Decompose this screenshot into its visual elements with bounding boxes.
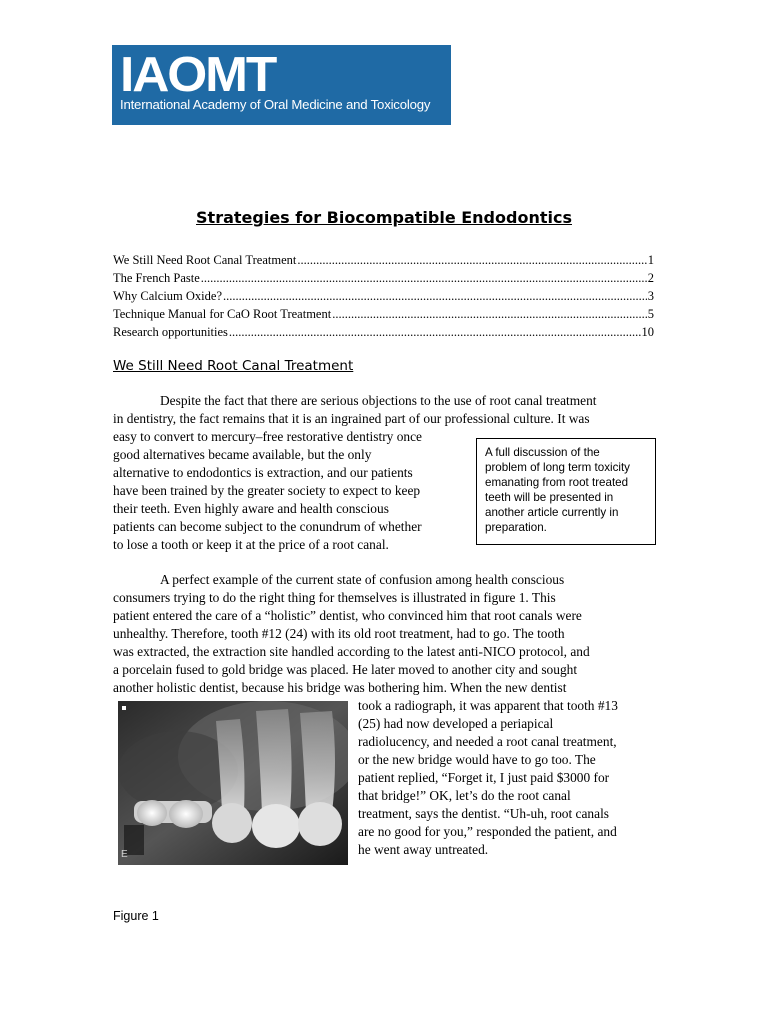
radiograph-marker: E bbox=[121, 849, 128, 860]
text-line: Despite the fact that there are serious objections to the use of root canal treatment bbox=[160, 393, 597, 408]
document-title: Strategies for Biocompatible Endodontics bbox=[196, 208, 572, 227]
toc-leader bbox=[223, 287, 647, 305]
callout-line: problem of long term toxicity bbox=[485, 461, 630, 474]
text-line: patient entered the care of a “holistic” dentist, who convinced him that root canals were bbox=[113, 608, 582, 623]
text-line: (25) had now developed a periapical bbox=[358, 716, 554, 731]
callout-line: emanating from root treated bbox=[485, 476, 629, 489]
callout-line: teeth will be presented in bbox=[485, 491, 614, 504]
text-line: A perfect example of the current state of confusion among health conscious bbox=[160, 572, 565, 587]
text-line: he went away untreated. bbox=[358, 842, 489, 857]
iaomt-logo bbox=[112, 45, 451, 125]
text-line: took a radiograph, it was apparent that tooth #13 bbox=[358, 698, 618, 713]
logo-subtitle: International Academy of Oral Medicine and Toxicology bbox=[120, 97, 431, 112]
section-heading: We Still Need Root Canal Treatment bbox=[113, 358, 354, 374]
toc-page-number: 10 bbox=[641, 325, 654, 339]
toc-leader bbox=[229, 323, 641, 341]
dental-radiograph-image bbox=[118, 701, 348, 865]
figure-caption: Figure 1 bbox=[113, 909, 159, 923]
toc-entry[interactable] bbox=[113, 305, 654, 323]
toc-leader bbox=[201, 269, 647, 287]
toc-entry[interactable] bbox=[113, 287, 654, 305]
toc-entry-text: The French Paste bbox=[113, 271, 200, 285]
text-line: to lose a tooth or keep it at the price of a root canal. bbox=[113, 537, 389, 552]
text-line: unhealthy. Therefore, tooth #12 (24) with its old root treatment, had to go. The tooth bbox=[113, 626, 565, 641]
logo-mark: IAOMT bbox=[120, 48, 276, 102]
text-line: alternative to endodontics is extraction, and our patients bbox=[113, 465, 413, 480]
callout-line: preparation. bbox=[485, 521, 547, 534]
toc-leader bbox=[332, 305, 647, 323]
text-line: another holistic dentist, because his bridge was bothering him. When the new dentist bbox=[113, 680, 567, 695]
toc-entry[interactable] bbox=[113, 251, 654, 269]
toc-entry-text: We Still Need Root Canal Treatment bbox=[113, 253, 297, 267]
text-line: patient replied, “Forget it, I just paid $3000 for bbox=[358, 770, 610, 785]
toc-entry[interactable] bbox=[113, 269, 654, 287]
text-line: radiolucency, and needed a root canal treatment, bbox=[358, 734, 617, 749]
text-line: good alternatives became available, but the only bbox=[113, 447, 372, 462]
text-line: their teeth. Even highly aware and health conscious bbox=[113, 501, 389, 516]
toc-entry-text: Technique Manual for CaO Root Treatment bbox=[113, 307, 332, 321]
radiograph-graphic bbox=[118, 701, 348, 865]
text-line: treatment, says the dentist. “Uh-uh, root canals bbox=[358, 806, 610, 821]
toc-entry[interactable] bbox=[113, 323, 654, 341]
text-line: easy to convert to mercury–free restorative dentistry once bbox=[113, 429, 422, 444]
callout-line: another article currently in bbox=[485, 506, 619, 519]
text-line: consumers trying to do the right thing for themselves is illustrated in figure 1. This bbox=[113, 590, 556, 605]
table-of-contents bbox=[113, 251, 654, 341]
text-line: are no good for you,” responded the patient, and bbox=[358, 824, 617, 839]
toc-entry-text: Research opportunities bbox=[113, 325, 228, 339]
text-line: was extracted, the extraction site handled according to the latest anti-NICO protocol, and bbox=[113, 644, 590, 659]
toc-page-number: 3 bbox=[647, 289, 654, 303]
callout-box bbox=[476, 438, 656, 545]
text-line: that bridge!” OK, let’s do the root canal bbox=[358, 788, 571, 803]
toc-page-number: 1 bbox=[647, 253, 654, 267]
toc-page-number: 2 bbox=[647, 271, 654, 285]
text-line: in dentistry, the fact remains that it is an ingrained part of our professional culture. It was bbox=[113, 411, 590, 426]
toc-leader bbox=[297, 251, 646, 269]
callout-line: A full discussion of the bbox=[485, 446, 600, 459]
toc-page-number: 5 bbox=[647, 307, 654, 321]
text-line: or the new bridge would have to go too. The bbox=[358, 752, 596, 767]
text-line: a porcelain fused to gold bridge was placed. He later moved to another city and sought bbox=[113, 662, 578, 677]
toc-entry-text: Why Calcium Oxide? bbox=[113, 289, 222, 303]
text-line: have been trained by the greater society to expect to keep bbox=[113, 483, 421, 498]
text-line: patients can become subject to the conundrum of whether bbox=[113, 519, 422, 534]
